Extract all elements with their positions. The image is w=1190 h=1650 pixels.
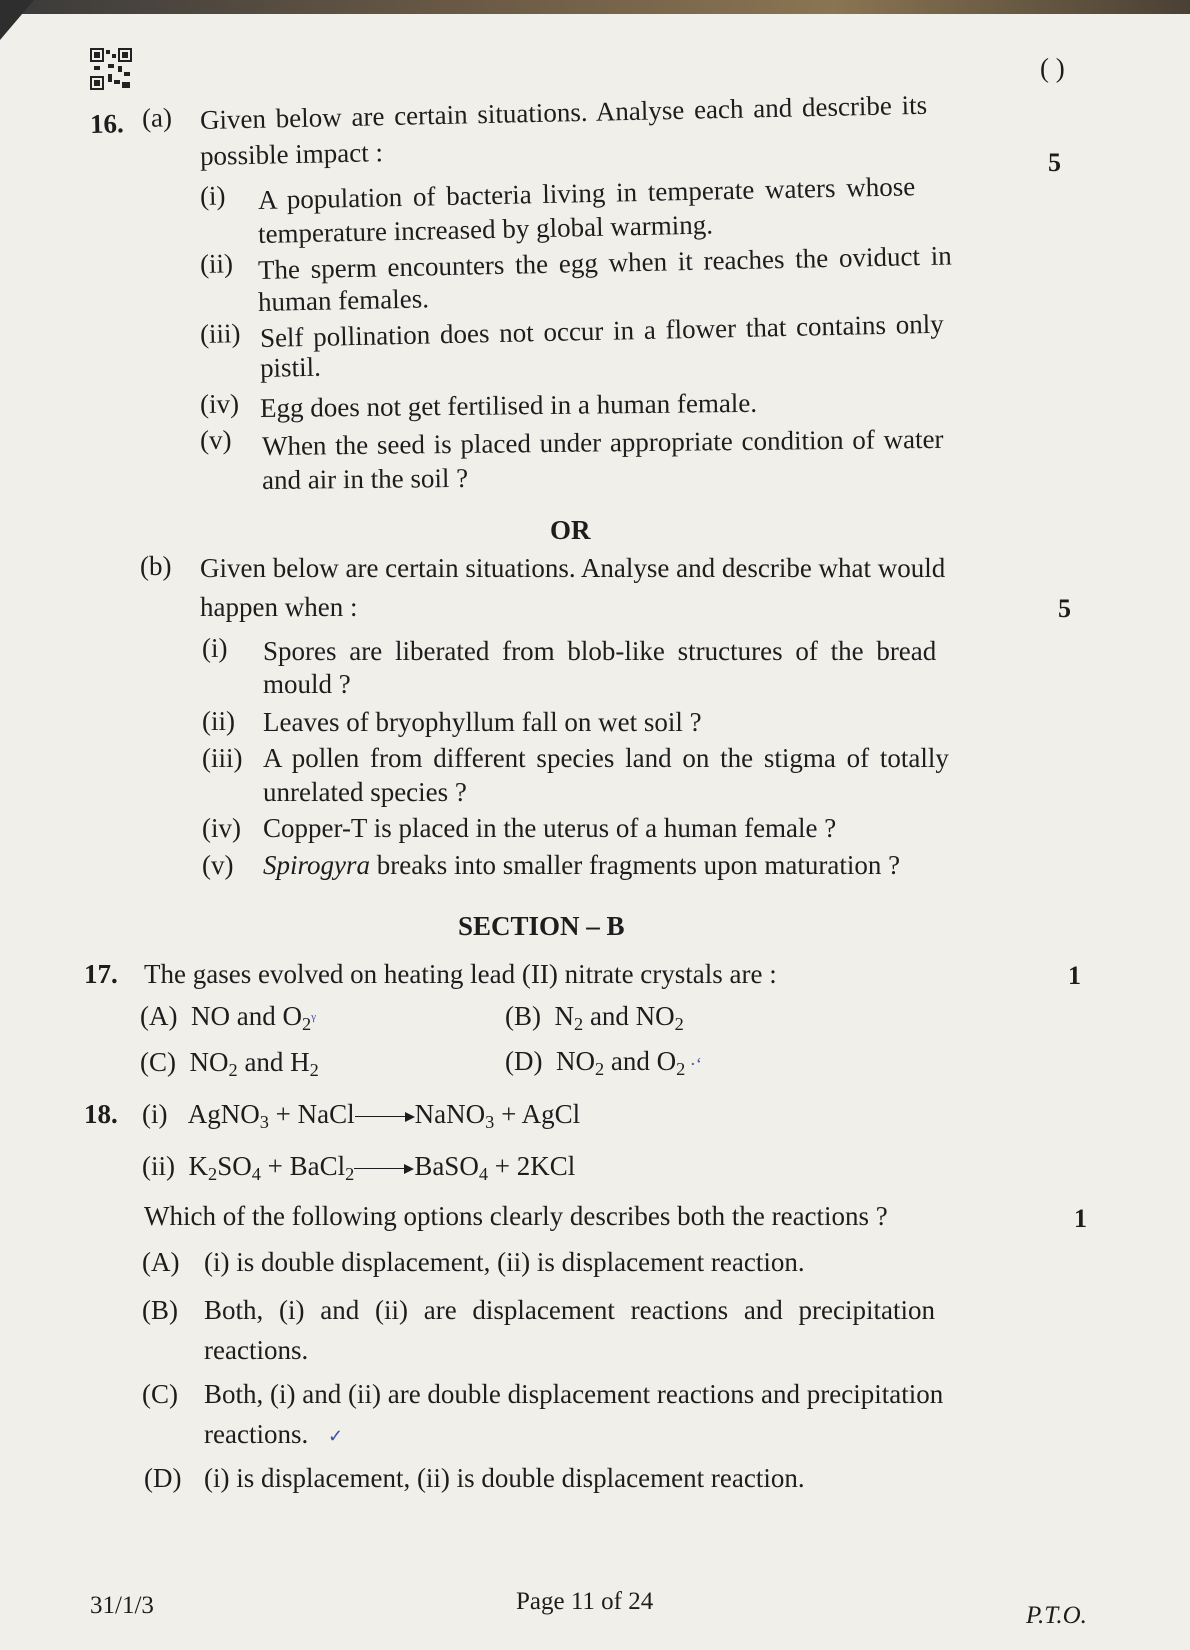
item-label: (i) <box>202 633 228 663</box>
option-label: (C) <box>142 1379 178 1409</box>
q16b-label: (b) <box>140 551 172 581</box>
q16a-intro-line1: Given below are certain situations. Analyse each and describe its <box>199 89 928 135</box>
reaction-lhs: $K_2SO_4$ + BaCl$_2$ <box>188 1151 355 1185</box>
reaction-label: (ii) <box>142 1151 175 1181</box>
photo-edge <box>0 0 1190 14</box>
option-text-cont: reactions. <box>204 1419 309 1449</box>
page-number: Page 11 of 24 <box>516 1588 654 1615</box>
item-text: Copper-T is placed in the uterus of a human female ? <box>263 813 837 843</box>
q17-option-a <box>140 1000 316 1035</box>
section-b-heading: SECTION – B <box>458 911 625 941</box>
reaction-arrow-icon <box>354 1164 414 1174</box>
reaction-rhs: BaSO$_4$ + 2KCl <box>414 1151 576 1185</box>
header-brackets: ( ) <box>1040 53 1065 83</box>
paper-code: 31/1/3 <box>90 1592 154 1619</box>
subscript: 2 <box>228 1060 238 1081</box>
q18-reaction-1 <box>142 1098 581 1133</box>
item-text-cont: temperature increased by global warming. <box>257 209 714 249</box>
q17-marks: 1 <box>1068 961 1081 990</box>
subscript: 2 <box>676 1059 686 1080</box>
item-text: A population of bacteria living in temperate waters whose <box>257 171 916 215</box>
pen-mark-icon: ✓ <box>328 1426 344 1446</box>
photo-corner <box>0 0 34 40</box>
item-text <box>263 849 900 881</box>
q17-option-d <box>505 1045 702 1080</box>
option-label: (B) <box>505 1001 541 1031</box>
q18-marks: 1 <box>1074 1204 1087 1233</box>
subscript: 2 <box>301 1014 312 1035</box>
q17-question: The gases evolved on heating lead (II) nitrate crystals are : <box>144 959 777 989</box>
reaction-rhs: NaNO$_3$ + AgCl <box>414 1099 581 1133</box>
q16b-intro-line1: Given below are certain situations. Analyse and describe what would <box>200 553 946 583</box>
item-label: (ii) <box>199 248 234 279</box>
reaction-label: (i) <box>142 1099 168 1129</box>
item-label: (iv) <box>199 388 240 419</box>
q16-number: 16. <box>89 108 125 139</box>
option-text: Both, (i) and (ii) are double displacement reactions and precipitation <box>204 1379 944 1409</box>
option-label: (A) <box>142 1247 180 1277</box>
q17-option-c <box>140 1046 319 1081</box>
q16a-label: (a) <box>141 102 173 133</box>
option-text: NO and O <box>190 1001 302 1031</box>
item-text: When the seed is placed under appropriate condition of water <box>261 423 944 461</box>
q18-reaction-2 <box>142 1150 576 1185</box>
reaction-lhs: AgNO$_3$ + NaCl <box>187 1099 355 1133</box>
item-label: (v) <box>199 424 232 455</box>
option-text-cont: reactions. <box>204 1335 309 1365</box>
item-text: A pollen from different species land on the stigma of totally <box>263 743 949 773</box>
item-text: The sperm encounters the egg when it reaches the oviduct in <box>257 240 952 285</box>
subscript: 2 <box>594 1059 605 1080</box>
item-text: Leaves of bryophyllum fall on wet soil ? <box>263 707 702 737</box>
item-text-rest: breaks into smaller fragments upon maturation ? <box>370 850 901 880</box>
option-label: (D) <box>505 1046 543 1076</box>
pen-mark-icon: ·ʻ <box>685 1054 702 1074</box>
item-text-cont: mould ? <box>263 669 351 699</box>
reaction-arrow-icon <box>355 1112 415 1122</box>
item-text: Self pollination does not occur in a flower that contains only <box>259 308 945 353</box>
item-text: Egg does not get fertilised in a human female. <box>259 387 758 423</box>
q18-number: 18. <box>84 1099 118 1129</box>
q16b-marks: 5 <box>1058 594 1071 623</box>
item-label: (i) <box>199 180 226 211</box>
option-text: and H <box>237 1047 310 1077</box>
item-label: (ii) <box>202 706 235 736</box>
item-text-cont: and air in the soil ? <box>261 462 469 495</box>
q17-number: 17. <box>84 959 118 989</box>
option-text: N <box>554 1001 574 1031</box>
option-text: (i) is displacement, (ii) is double displacement reaction. <box>204 1463 805 1493</box>
item-label: (iv) <box>202 813 241 843</box>
item-text-cont: unrelated species ? <box>263 777 467 807</box>
item-text-cont: pistil. <box>259 351 322 383</box>
option-text: NO <box>555 1046 595 1076</box>
q16a-intro-line2: possible impact : <box>199 137 384 171</box>
q18-question: Which of the following options clearly describes both the reactions ? <box>144 1201 888 1231</box>
subscript: 2 <box>674 1014 684 1035</box>
option-text: NO <box>189 1047 229 1077</box>
item-label: (iii) <box>202 743 243 773</box>
subscript: 2 <box>309 1060 319 1081</box>
or-divider: OR <box>550 515 591 545</box>
option-label: (D) <box>144 1463 182 1493</box>
qr-code-icon <box>90 48 132 90</box>
option-text: (i) is double displacement, (ii) is displacement reaction. <box>204 1247 805 1277</box>
q17-option-b <box>505 1000 684 1035</box>
option-text: Both, (i) and (ii) are displacement reactions and precipitation <box>204 1295 936 1325</box>
q16b-intro-line2: happen when : <box>200 592 358 622</box>
option-label: (B) <box>142 1295 178 1325</box>
q16a-marks: 5 <box>1048 148 1061 177</box>
item-label: (v) <box>202 850 234 880</box>
item-text-cont: human females. <box>257 283 430 317</box>
item-label: (iii) <box>199 318 241 349</box>
option-text: and O <box>604 1046 677 1076</box>
subscript: 2 <box>574 1014 584 1035</box>
option-label: (A) <box>140 1001 178 1031</box>
option-text: and NO <box>583 1001 675 1031</box>
pen-mark-icon: ᵞ <box>311 1009 316 1029</box>
pto-label: P.T.O. <box>1026 1602 1087 1629</box>
option-label: (C) <box>140 1047 176 1077</box>
genus-name: Spirogyra <box>263 850 370 880</box>
item-text: Spores are liberated from blob-like structures of the bread <box>263 636 937 666</box>
